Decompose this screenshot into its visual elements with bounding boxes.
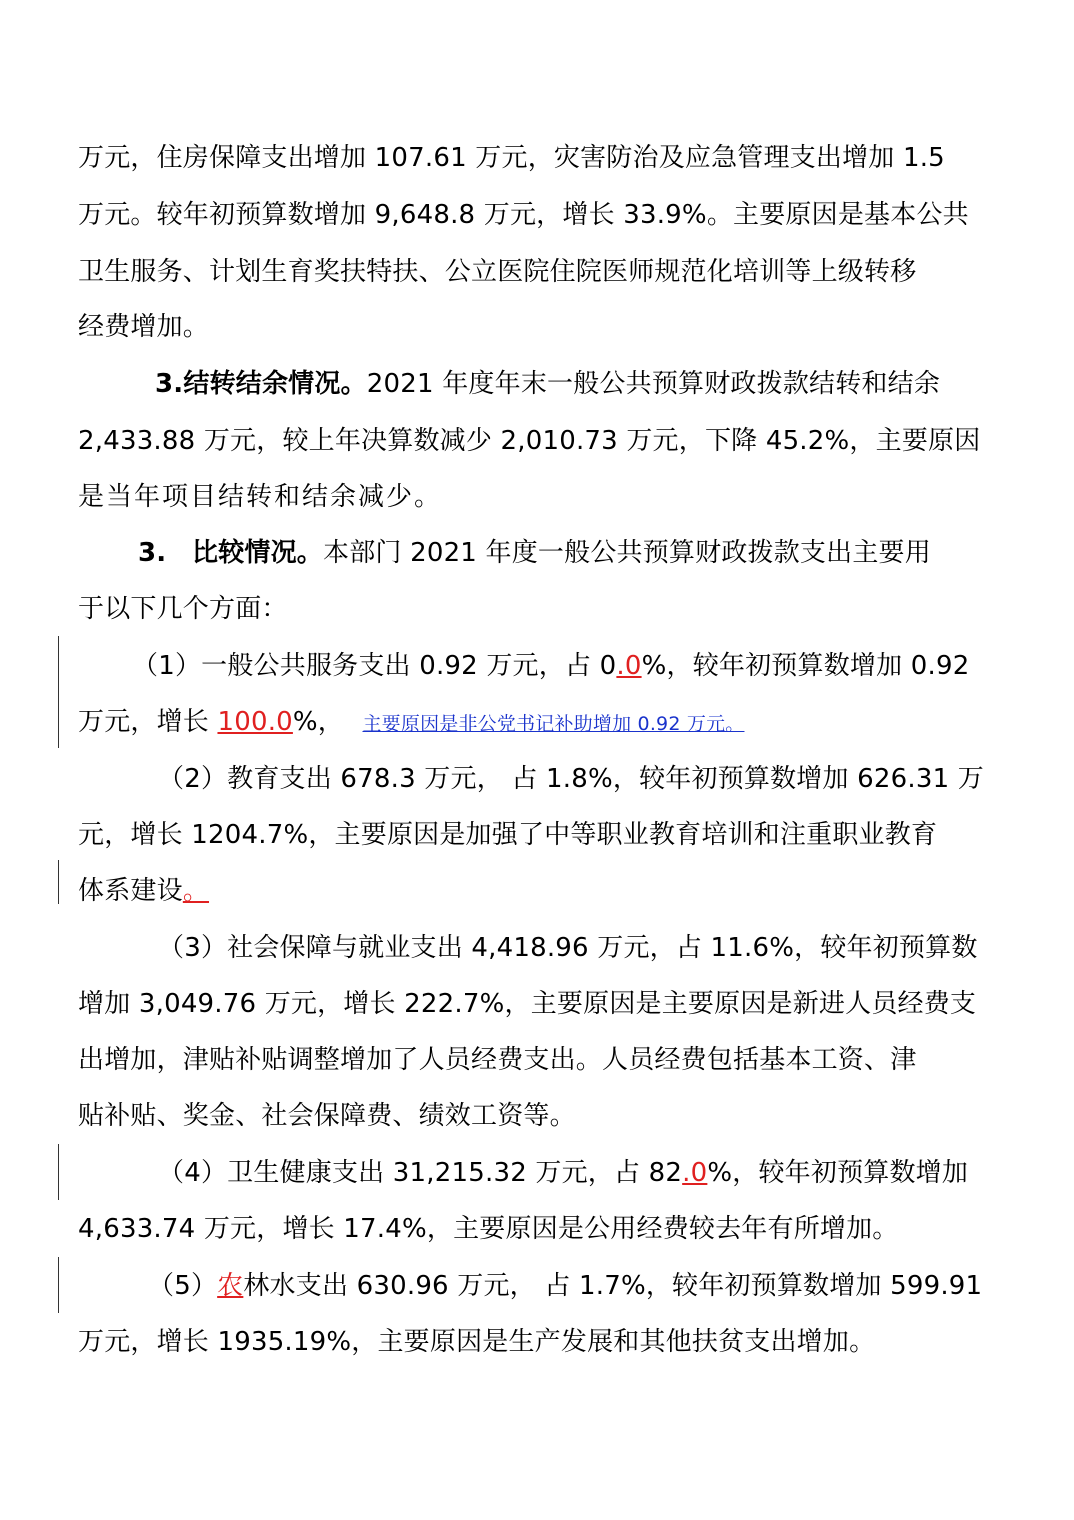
text-span: 万元，增长 (78, 707, 218, 737)
text-line: 4,633.74 万元，增长 17.4%，主要原因是公用经费较去年有所增加。 (78, 1214, 899, 1244)
text-span: %，较年初预算数增加 (707, 1158, 969, 1188)
revised-text: .0 (616, 651, 642, 681)
text-line (158, 1153, 968, 1193)
revised-text: 100.0 (217, 707, 293, 737)
revised-text: 农 (217, 1271, 244, 1301)
revised-text: .0 (682, 1158, 708, 1188)
revision-bar (58, 860, 59, 904)
text-span: 2021 年度年末一般公共预算财政拨款结转和结余 (366, 369, 941, 399)
text-line: 万元，住房保障支出增加 107.61 万元，灾害防治及应急管理支出增加 1.5 (78, 143, 945, 173)
text-span: 本部门 2021 年度一般公共预算财政拨款支出主要用 (323, 538, 931, 568)
text-span: 林水支出 630.96 万元， 占 1.7%，较年初预算数增加 599.91 (243, 1271, 983, 1301)
text-line (78, 871, 215, 911)
text-line (132, 646, 969, 686)
text-line: （3）社会保障与就业支出 4,418.96 万元，占 11.6%，较年初预算数 (158, 933, 978, 963)
section-heading: 比较情况。 (192, 538, 324, 568)
text-line (78, 702, 744, 742)
text-line: 卫生服务、计划生育奖扶特扶、公立医院住院医师规范化培训等上级转移 (78, 257, 917, 287)
text-line (155, 364, 940, 404)
text-line: 万元。较年初预算数增加 9,648.8 万元，增长 33.9%。主要原因是基本公共 (78, 200, 969, 230)
text-span: （1）一般公共服务支出 0.92 万元，占 0 (132, 651, 617, 681)
revision-bar (58, 1144, 59, 1200)
text-line: 2,433.88 万元，较上年决算数减少 2,010.73 万元，下降 45.2%，主要原因 (78, 426, 981, 456)
text-line: 增加 3,049.76 万元，增长 222.7%，主要原因是主要原因是新进人员经费支 (78, 989, 977, 1019)
revision-bar (58, 636, 59, 748)
text-span: %，较年初预算数增加 0.92 (641, 651, 970, 681)
text-line: 经费增加。 (78, 312, 210, 342)
hyperlink[interactable]: 主要原因是非公党书记补助增加 0.92 万元。 (362, 713, 745, 735)
revision-bar (58, 1257, 59, 1313)
text-line (138, 533, 931, 573)
text-line: 是当年项目结转和结余减少。 (78, 482, 443, 512)
section-heading: 3.结转结余情况。 (155, 369, 367, 399)
revised-text: 。 (182, 876, 210, 906)
text-span: %， (292, 707, 345, 737)
section-number: 3. (138, 538, 167, 568)
text-line (148, 1266, 982, 1306)
text-line: 元，增长 1204.7%，主要原因是加强了中等职业教育培训和注重职业教育 (78, 820, 938, 850)
text-span: 体系建设 (78, 876, 183, 906)
text-span: （5） (148, 1271, 218, 1301)
text-line: 万元，增长 1935.19%，主要原因是生产发展和其他扶贫支出增加。 (78, 1327, 876, 1357)
text-span: （4）卫生健康支出 31,215.32 万元，占 82 (158, 1158, 683, 1188)
text-line: 出增加，津贴补贴调整增加了人员经费支出。人员经费包括基本工资、津 (78, 1045, 917, 1075)
text-line: （2）教育支出 678.3 万元， 占 1.8%，较年初预算数增加 626.31 万 (158, 764, 984, 794)
text-line: 贴补贴、奖金、社会保障费、绩效工资等。 (78, 1101, 576, 1131)
text-line: 于以下几个方面： (78, 594, 288, 624)
